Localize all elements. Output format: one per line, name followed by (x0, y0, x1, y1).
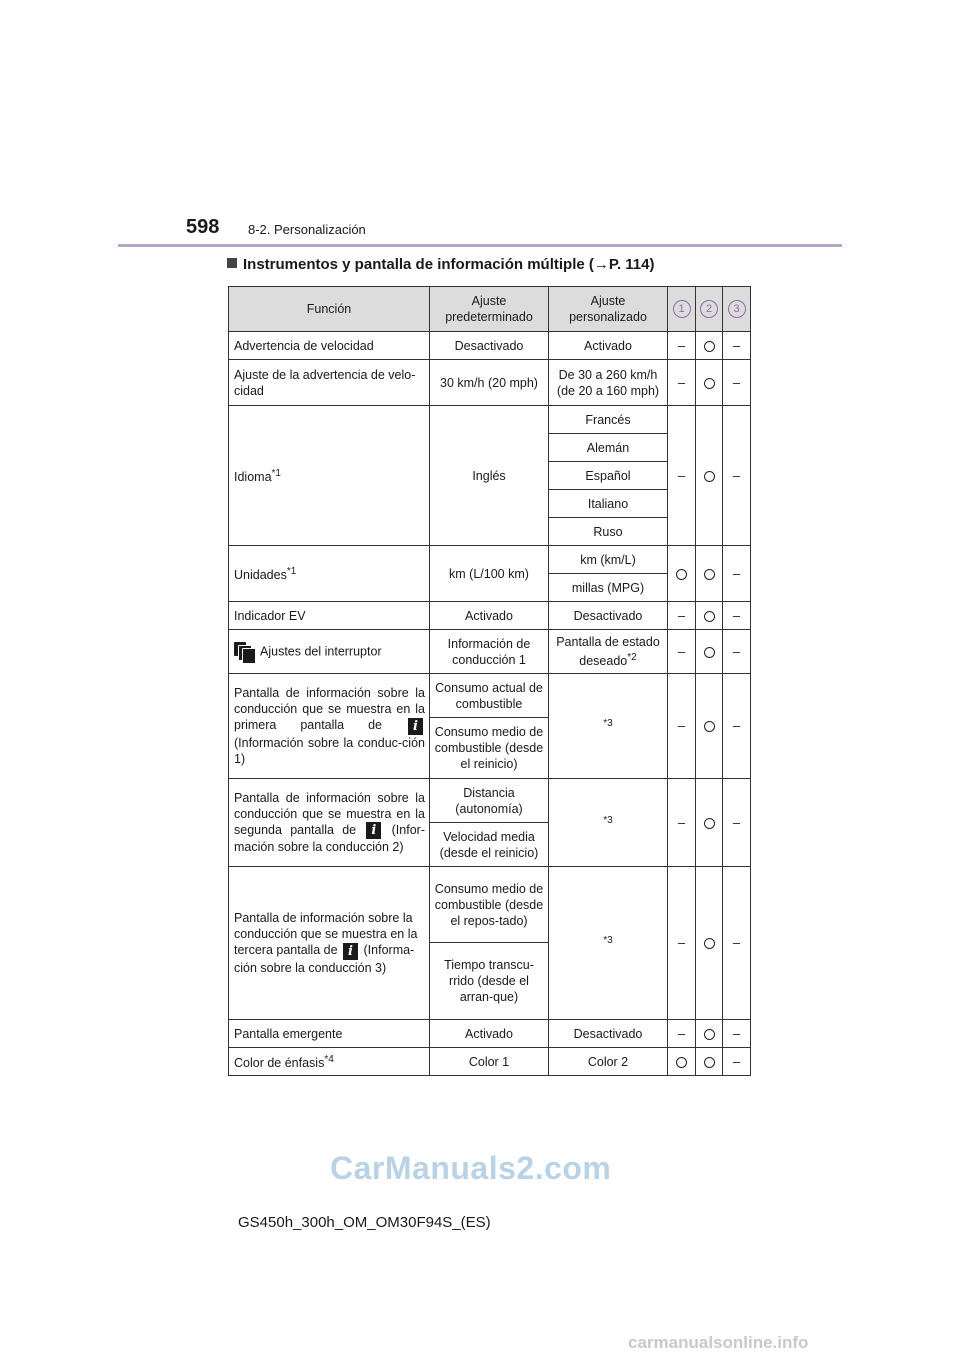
header-col-3 (723, 287, 751, 332)
option-cell: Tiempo transcu-rrido (desde el arran-que) (430, 943, 549, 1020)
circle-mark-icon (704, 569, 715, 580)
col2-cell (696, 674, 723, 779)
funcion-cell: Advertencia de velocidad (229, 332, 430, 360)
funcion-cell (229, 406, 430, 546)
option-cell: millas (MPG) (549, 574, 668, 602)
funcion-label-a: Pantalla de información sobre la conducción que se muestra en la primera pantalla de (234, 686, 425, 733)
dash-mark: – (677, 718, 686, 733)
circle-mark-icon (704, 341, 715, 352)
dash-mark: – (732, 935, 741, 950)
table-row (229, 1048, 751, 1076)
option-cell: Distancia (autonomía) (430, 779, 549, 823)
dash-mark: – (677, 337, 686, 353)
funcion-label: Ajustes del interruptor (260, 643, 382, 658)
number-circle-1-icon: 1 (673, 300, 691, 318)
dash-mark: – (677, 935, 686, 950)
col2-cell (696, 630, 723, 674)
section-title: 8-2. Personalización (248, 222, 366, 237)
circle-mark-icon (704, 471, 715, 482)
dash-mark: – (677, 374, 686, 390)
funcion-label: Unidades (234, 568, 287, 583)
info-icon: i (343, 943, 358, 960)
col3-cell (723, 546, 751, 602)
funcion-cell (229, 867, 430, 1020)
circle-mark-icon (676, 1057, 687, 1068)
dash-mark: – (677, 607, 686, 623)
dash-mark: – (677, 1025, 686, 1041)
dash-mark: – (732, 565, 741, 581)
table-row (229, 360, 751, 406)
custom-cell: Color 2 (549, 1048, 668, 1076)
funcion-label-a: Pantalla de información sobre la conducción que se muestra en la tercera pantalla de (234, 911, 418, 958)
col3-cell (723, 630, 751, 674)
table-row (229, 867, 751, 943)
option-cell: Consumo medio de combustible (desde el reinicio) (430, 718, 549, 779)
circle-mark-icon (704, 378, 715, 389)
funcion-label: Idioma (234, 470, 272, 485)
square-bullet-icon (227, 258, 237, 268)
col2-cell (696, 867, 723, 1020)
option-cell: Ruso (549, 518, 668, 546)
circle-mark-icon (704, 938, 715, 949)
number-circle-3-icon: 3 (728, 300, 746, 318)
funcion-label-b: (Infor-mación sobre la conducción 2) (234, 822, 425, 855)
funcion-cell: Indicador EV (229, 602, 430, 630)
col1-cell (668, 630, 696, 674)
col3-cell (723, 602, 751, 630)
dash-mark: – (732, 1053, 741, 1069)
footnote-ref: *4 (324, 1053, 334, 1065)
default-cell: Color 1 (430, 1048, 549, 1076)
table-row (229, 332, 751, 360)
option-cell: Consumo actual de combustible (430, 674, 549, 718)
funcion-cell: Ajuste de la advertencia de velo-cidad (229, 360, 430, 406)
dash-mark: – (732, 337, 741, 353)
default-cell: 30 km/h (20 mph) (430, 360, 549, 406)
col1-cell (668, 602, 696, 630)
dash-mark: – (732, 467, 741, 483)
funcion-label-b: (Información sobre la conduc-ción 1) (234, 735, 425, 766)
default-cell: Activado (430, 1020, 549, 1048)
footnote-ref: *1 (286, 565, 297, 577)
table-header-row (229, 287, 751, 332)
header-col-1 (668, 287, 696, 332)
dash-mark: – (677, 643, 686, 659)
dash-mark: – (732, 607, 741, 623)
custom-cell (549, 867, 668, 1020)
custom-cell (549, 674, 668, 779)
option-cell: Español (549, 462, 668, 490)
table-row (229, 406, 751, 434)
footnote-ref: *3 (603, 935, 613, 947)
col3-cell (723, 779, 751, 867)
option-cell: km (km/L) (549, 546, 668, 574)
col1-cell (668, 546, 696, 602)
funcion-label-a: Pantalla de información sobre la conducción que se muestra en la segunda pantalla de (234, 790, 425, 837)
option-cell: Alemán (549, 434, 668, 462)
table-row (229, 602, 751, 630)
circle-mark-icon (676, 569, 687, 580)
col3-cell (723, 1048, 751, 1076)
dash-mark: – (677, 467, 686, 483)
circle-mark-icon (704, 818, 715, 829)
default-cell: Desactivado (430, 332, 549, 360)
funcion-cell (229, 630, 430, 674)
circle-mark-icon (704, 1057, 715, 1068)
default-cell: Activado (430, 602, 549, 630)
circle-mark-icon (704, 647, 715, 658)
custom-cell: De 30 a 260 km/h (de 20 a 160 mph) (549, 360, 668, 406)
col1-cell (668, 360, 696, 406)
info-icon: i (408, 718, 423, 735)
default-cell: Información de conducción 1 (430, 630, 549, 674)
col2-cell (696, 1048, 723, 1076)
col1-cell (668, 674, 696, 779)
default-cell: Inglés (430, 406, 549, 546)
default-cell: km (L/100 km) (430, 546, 549, 602)
col2-cell (696, 546, 723, 602)
dash-mark: – (732, 1025, 741, 1041)
funcion-label: Color de énfasis (234, 1056, 325, 1071)
funcion-cell (229, 1048, 430, 1076)
header-col-2 (696, 287, 723, 332)
footnote-ref: *3 (603, 718, 613, 730)
header-funcion: Función (229, 287, 430, 332)
col2-cell (696, 779, 723, 867)
option-cell: Italiano (549, 490, 668, 518)
footnote-ref: *2 (627, 651, 637, 663)
page-number: 598 (186, 216, 220, 238)
watermark-corner: carmanualsonline.info (628, 1333, 809, 1352)
col3-cell (723, 406, 751, 546)
circle-mark-icon (704, 1029, 715, 1040)
funcion-cell: Pantalla emergente (229, 1020, 430, 1048)
col3-cell (723, 867, 751, 1020)
funcion-label-b: (Informa-ción sobre la conducción 3) (234, 943, 415, 975)
col1-cell (668, 779, 696, 867)
switch-settings-icon (234, 642, 254, 662)
col1-cell (668, 1048, 696, 1076)
custom-cell: Activado (549, 332, 668, 360)
col2-cell (696, 602, 723, 630)
subheading-text: Instrumentos y pantalla de información múltiple (→P. 114) (243, 256, 655, 273)
col1-cell (668, 406, 696, 546)
info-icon: i (366, 822, 381, 839)
header-ajuste-predeterminado: Ajuste predeterminado (430, 287, 549, 332)
col2-cell (696, 332, 723, 360)
col2-cell (696, 1020, 723, 1048)
dash-mark: – (677, 814, 686, 830)
table-row (229, 630, 751, 674)
funcion-cell (229, 779, 430, 867)
col1-cell (668, 332, 696, 360)
circle-mark-icon (704, 611, 715, 622)
custom-cell (549, 630, 668, 674)
col1-cell (668, 867, 696, 1020)
custom-cell: Desactivado (549, 1020, 668, 1048)
footer-code: GS450h_300h_OM_OM30F94S_(ES) (238, 1214, 491, 1231)
table-row (229, 1020, 751, 1048)
number-circle-2-icon: 2 (700, 300, 718, 318)
col3-cell (723, 674, 751, 779)
table-row (229, 674, 751, 718)
custom-label: Pantalla de estado deseado (556, 634, 660, 669)
dash-mark: – (732, 718, 741, 733)
header-rule (118, 244, 842, 247)
col2-cell (696, 406, 723, 546)
option-cell: Francés (549, 406, 668, 434)
funcion-cell (229, 546, 430, 602)
col3-cell (723, 332, 751, 360)
option-cell: Consumo medio de combustible (desde el repos-tado) (430, 867, 549, 943)
custom-cell (549, 779, 668, 867)
col3-cell (723, 360, 751, 406)
footnote-ref: *1 (271, 467, 281, 479)
custom-cell: Desactivado (549, 602, 668, 630)
col1-cell (668, 1020, 696, 1048)
dash-mark: – (732, 374, 741, 390)
funcion-cell (229, 674, 430, 779)
table-row (229, 546, 751, 574)
subheading (227, 256, 654, 273)
col3-cell (723, 1020, 751, 1048)
header-ajuste-personalizado: Ajuste personalizado (549, 287, 668, 332)
dash-mark: – (732, 814, 741, 830)
circle-mark-icon (704, 721, 715, 732)
dash-mark: – (732, 643, 741, 659)
option-cell: Velocidad media (desde el reinicio) (430, 823, 549, 867)
table-row (229, 779, 751, 823)
settings-table (228, 286, 751, 1076)
col2-cell (696, 360, 723, 406)
footnote-ref: *3 (603, 814, 613, 826)
watermark-main: CarManuals2.com (330, 1150, 612, 1186)
